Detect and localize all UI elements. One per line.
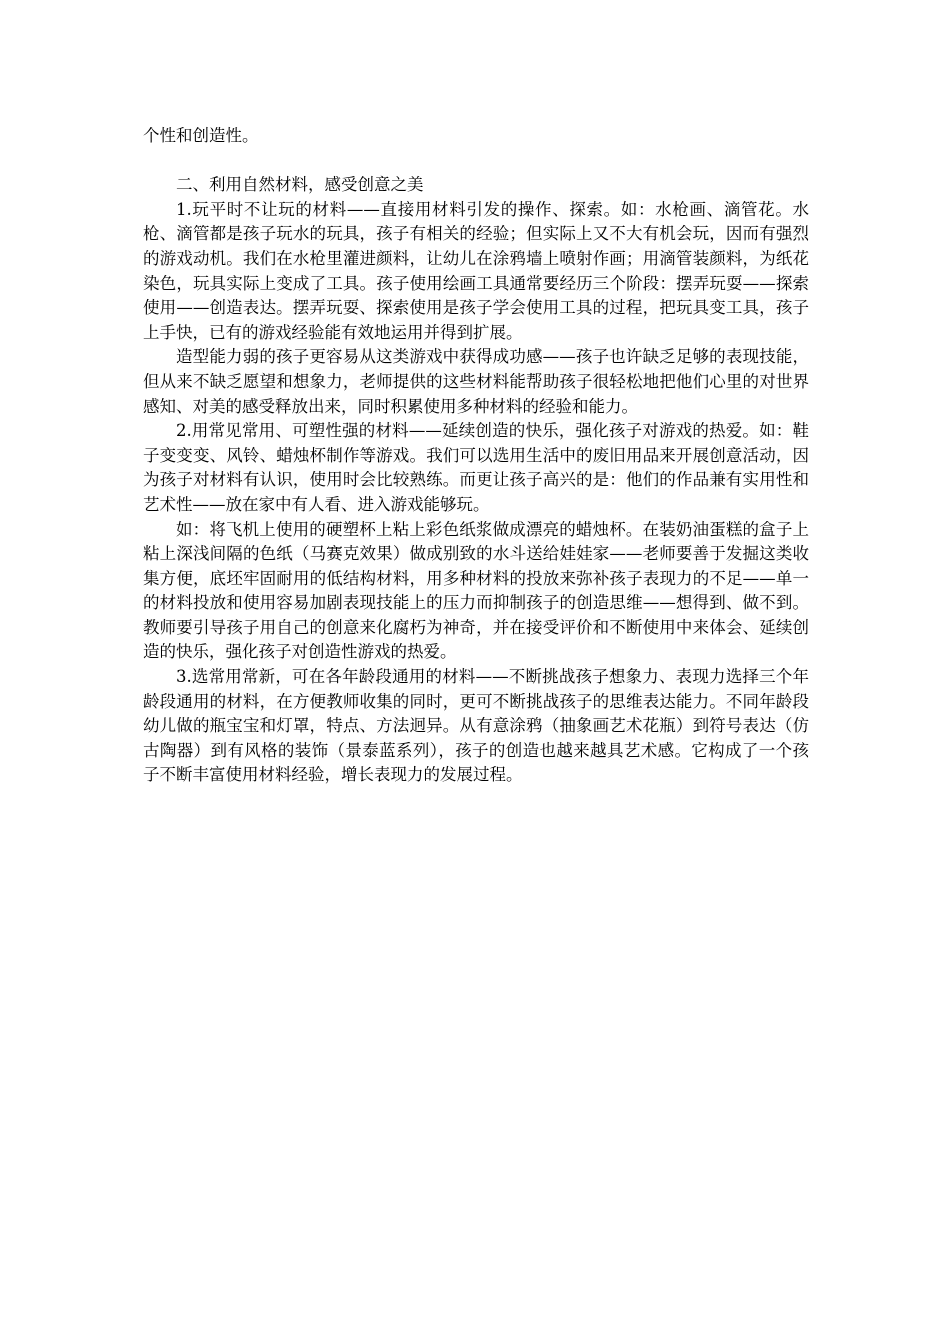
section-heading: 二、利用自然材料，感受创意之美	[176, 175, 424, 195]
paragraph-4: 如：将飞机上使用的硬塑杯上粘上彩色纸浆做成漂亮的蜡烛杯。在装奶油蛋糕的盒子上粘上深浅间隔的色纸（马赛克效果）做成别致的水斗送给娃娃家——老师要善于发掘这类收集方便，底坯牢固耐用的低结构材料，用多种材料的投放来弥补孩子表现力的不足——单一的材料投放和使用容易加剧表现技能上的压力而抑制孩子的创造思维——想得到、做不到。教师要引导孩子用自己的创意来化腐朽为神奇，并在接受评价和不断使用中来体会、延续创造的快乐，强化孩子对创造性游戏的热爱。	[143, 519, 809, 662]
paragraph-1: 1.玩平时不让玩的材料——直接用材料引发的操作、探索。如：水枪画、滴管花。水枪、滴管都是孩子玩水的玩具，孩子有相关的经验；但实际上又不大有机会玩，因而有强烈的游戏动机。我们在水枪里灌进颜料，让幼儿在涂鸦墙上喷射作画；用滴管装颜料，为纸花染色，玩具实际上变成了工具。孩子使用绘画工具通常要经历三个阶段：摆弄玩耍——探索使用——创造表达。摆弄玩耍、探索使用是孩子学会使用工具的过程，把玩具变工具，孩子上手快，已有的游戏经验能有效地运用并得到扩展。	[143, 199, 809, 342]
paragraph-2: 造型能力弱的孩子更容易从这类游戏中获得成功感——孩子也许缺乏足够的表现技能，但从来不缺乏愿望和想象力，老师提供的这些材料能帮助孩子很轻松地把他们心里的对世界感知、对美的感受释放出来，同时积累使用多种材料的经验和能力。	[143, 347, 809, 416]
paragraph-5: 3.选常用常新，可在各年龄段通用的材料——不断挑战孩子想象力、表现力选择三个年龄段通用的材料，在方便教师收集的同时，更可不断挑战孩子的思维表达能力。不同年龄段幼儿做的瓶宝宝和灯罩，特点、方法迥异。从有意涂鸦（抽象画艺术花瓶）到符号表达（仿古陶器）到有风格的装饰（景泰蓝系列），孩子的创造也越来越具艺术感。它构成了一个孩子不断丰富使用材料经验，增长表现力的发展过程。	[143, 667, 809, 785]
continuation-line: 个性和创造性。	[143, 126, 259, 145]
document-body	[143, 124, 809, 788]
paragraph-3: 2.用常见常用、可塑性强的材料——延续创造的快乐，强化孩子对游戏的热爱。如：鞋子变变变、风铃、蜡烛杯制作等游戏。我们可以选用生活中的废旧用品来开展创意活动，因为孩子对材料有认识，使用时会比较熟练。而更让孩子高兴的是：他们的作品兼有实用性和艺术性——放在家中有人看、进入游戏能够玩。	[143, 421, 809, 514]
blank-line	[143, 149, 809, 174]
